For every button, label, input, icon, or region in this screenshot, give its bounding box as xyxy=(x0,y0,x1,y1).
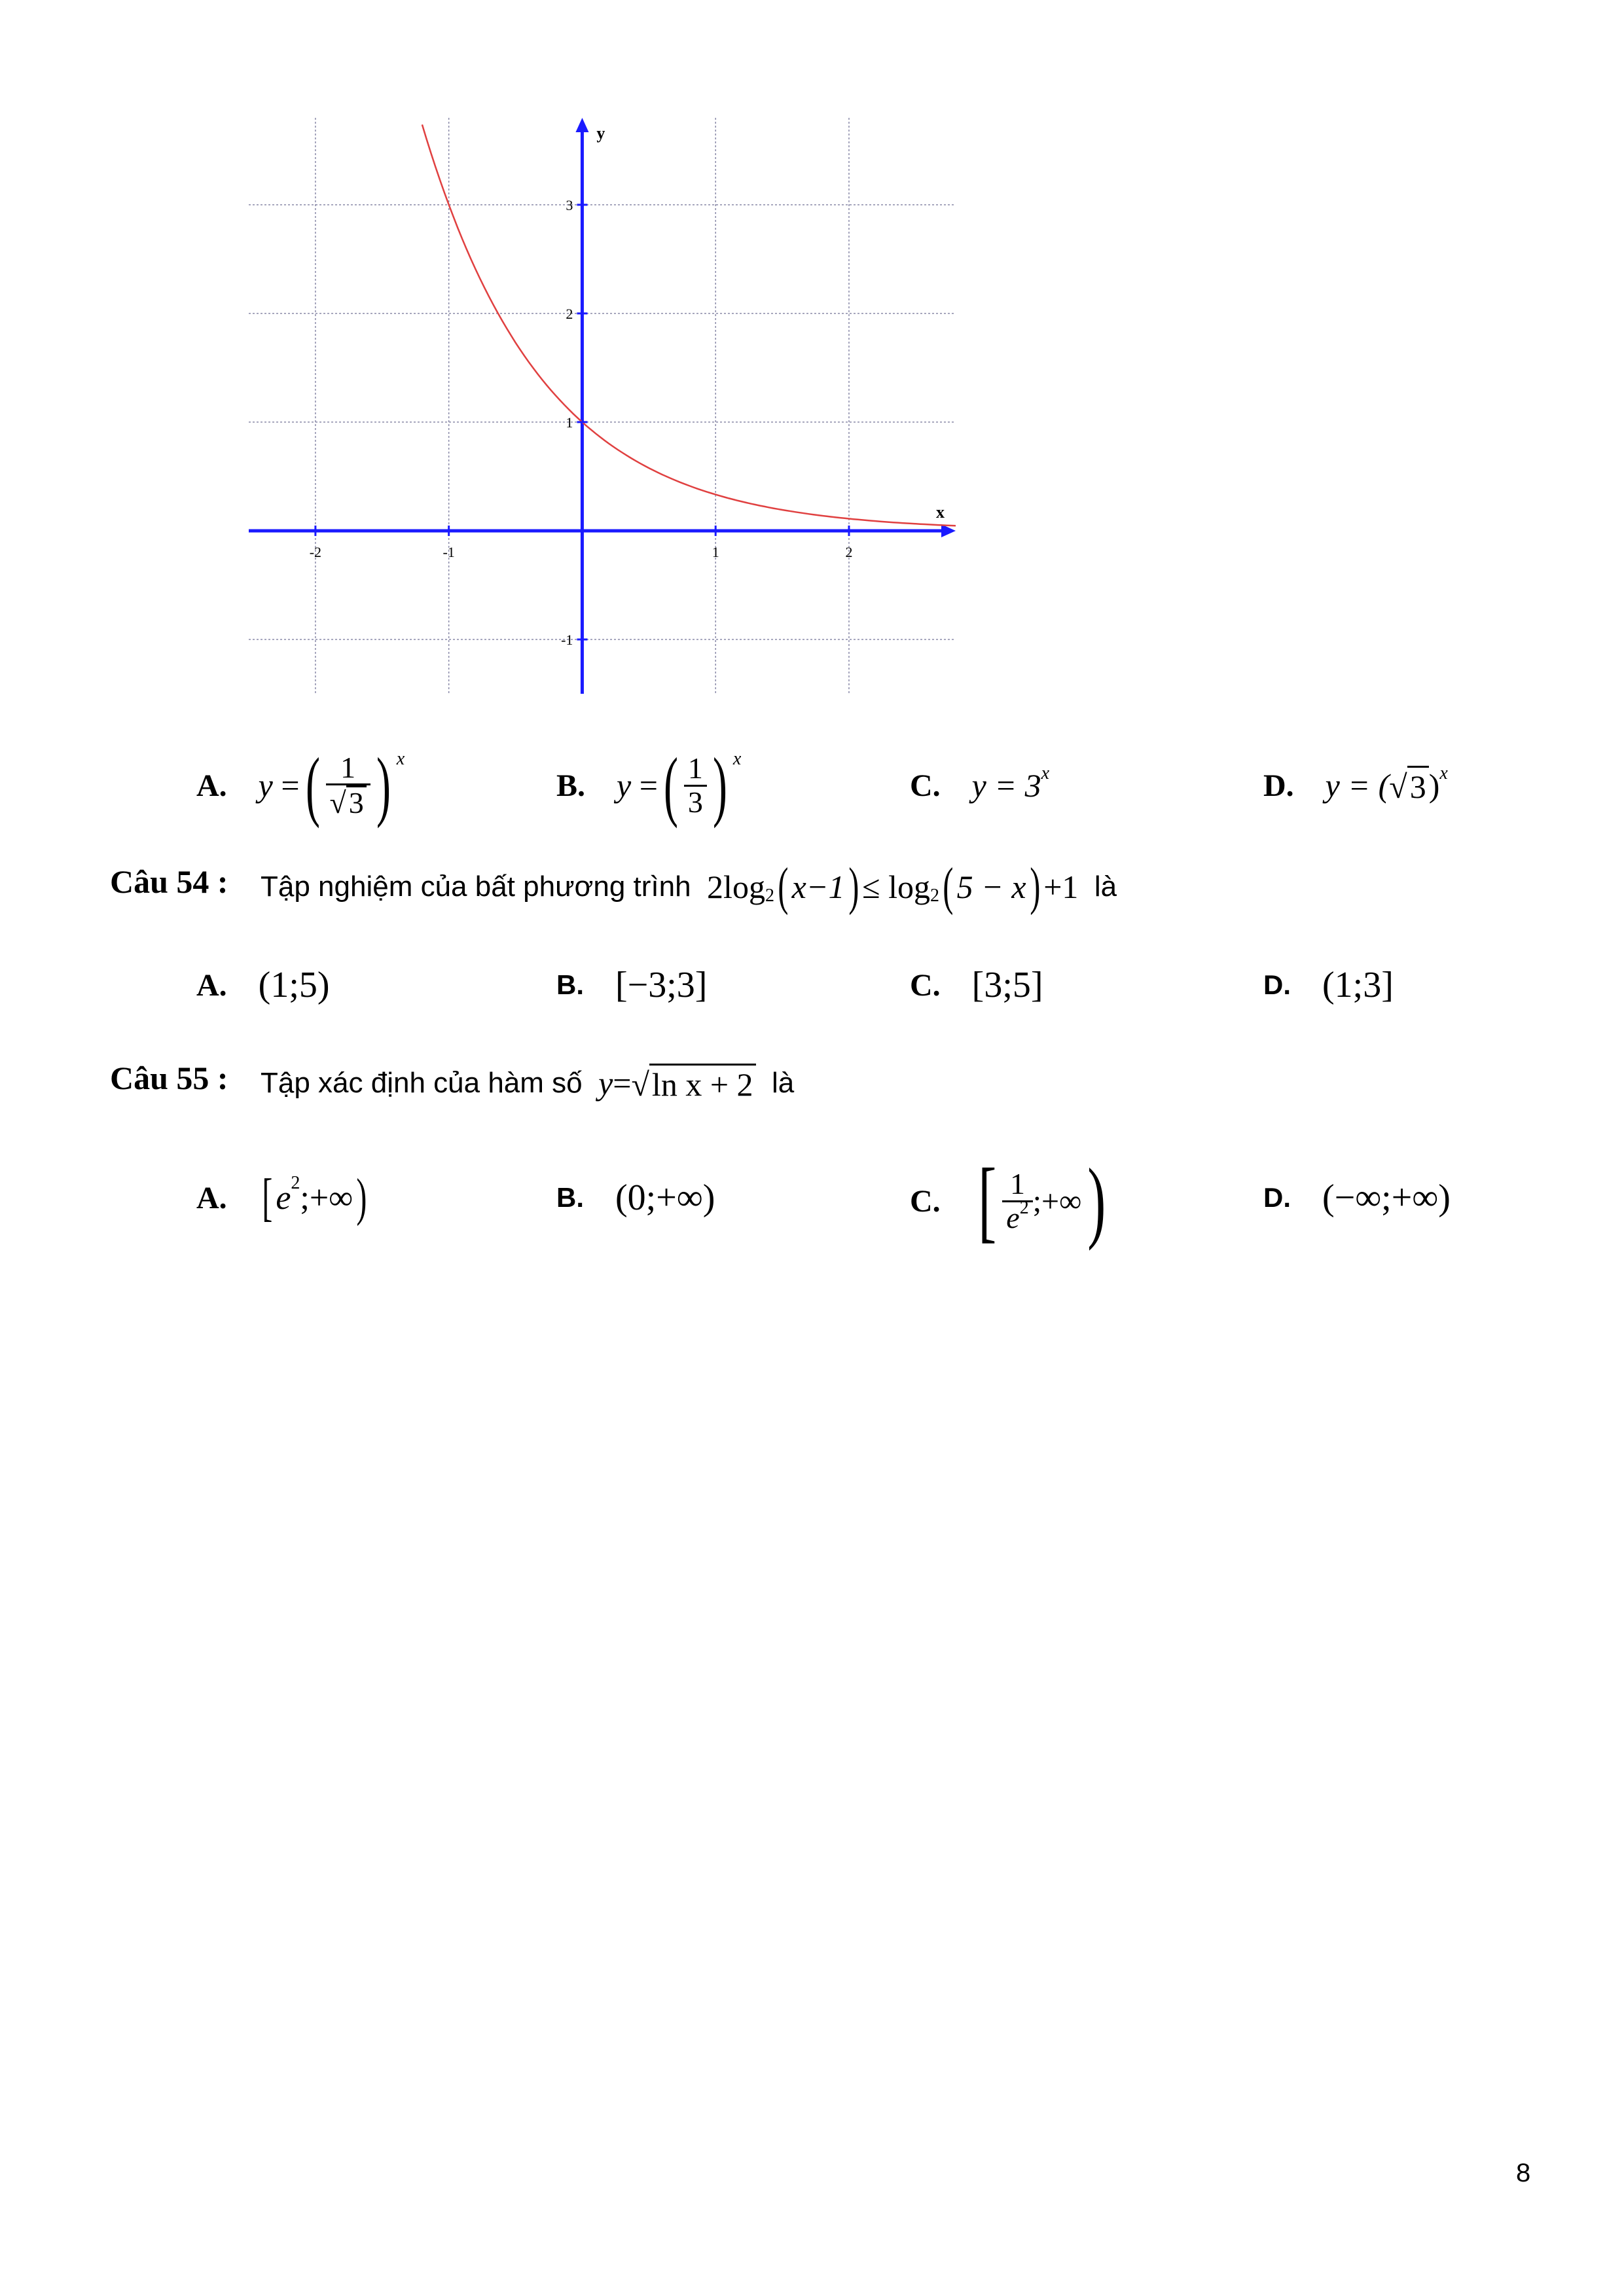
option-value: (−∞;+∞) xyxy=(1322,1177,1451,1218)
term: 5 − x xyxy=(956,869,1026,905)
subscript: 2 xyxy=(930,886,940,906)
sqrt xyxy=(631,1064,755,1103)
y-tick-label: 3 xyxy=(566,196,573,213)
radicand: 3 xyxy=(346,785,367,819)
option-letter: C. xyxy=(910,967,941,1003)
option-math xyxy=(258,742,405,829)
rest: ;+∞ xyxy=(300,1179,353,1217)
denominator xyxy=(1002,1197,1032,1234)
function-graph xyxy=(249,118,956,694)
y-tick-label: -1 xyxy=(561,631,573,648)
paren-close: ) xyxy=(376,742,391,829)
sqrt xyxy=(1389,766,1428,806)
close-paren: ) xyxy=(1087,1150,1106,1251)
y-tick-label: 1 xyxy=(566,414,573,431)
x-tick-label: -1 xyxy=(442,543,455,560)
q53-option-b[interactable] xyxy=(556,733,741,838)
x-tick-label: -2 xyxy=(309,543,322,560)
y-tick-label: 2 xyxy=(566,305,573,322)
q54-text xyxy=(261,857,1117,916)
open-bracket: [ xyxy=(977,1150,996,1251)
expr: y = ( xyxy=(1325,767,1390,804)
term: x−1 xyxy=(791,869,845,905)
radical-sign: √ xyxy=(631,1066,649,1103)
numerator: 1 xyxy=(687,751,703,785)
x-tick-label: 2 xyxy=(845,543,853,560)
exponent: x xyxy=(732,749,742,769)
question-text: Tập xác định của hàm số xyxy=(261,1067,583,1099)
question-suffix: là xyxy=(771,1067,795,1099)
eq: = xyxy=(613,1065,632,1102)
option-letter: B. xyxy=(556,1182,584,1213)
option-value: [3;5] xyxy=(971,965,1043,1005)
numerator: 1 xyxy=(1010,1167,1025,1201)
lhs: y xyxy=(617,767,632,804)
option-value: (1;3] xyxy=(1322,965,1394,1005)
q54-option-b[interactable] xyxy=(556,956,707,1014)
option-value: (1;5) xyxy=(258,965,330,1005)
y-axis-arrow xyxy=(575,118,588,132)
close-paren: ) xyxy=(356,1169,367,1227)
exponential-curve xyxy=(422,124,956,526)
base: e xyxy=(1006,1200,1020,1234)
numerator: 1 xyxy=(340,750,356,784)
page-number: 8 xyxy=(1516,2159,1531,2187)
q55-option-a[interactable] xyxy=(196,1158,370,1237)
q53-option-d[interactable] xyxy=(1263,733,1448,838)
question-text: Tập nghiệm của bất phương trình xyxy=(261,870,691,903)
fraction xyxy=(684,753,707,818)
lhs: y xyxy=(258,767,273,804)
q55-option-d[interactable] xyxy=(1263,1158,1451,1237)
option-math xyxy=(1325,763,1448,806)
axes xyxy=(249,118,956,694)
expr: y = 3 xyxy=(971,767,1041,804)
subscript: 2 xyxy=(765,886,774,906)
x-axis-label: x xyxy=(936,502,945,522)
option-value: [−3;3] xyxy=(615,965,708,1005)
option-letter: A. xyxy=(196,768,227,803)
q55-text xyxy=(261,1054,794,1113)
eq: = xyxy=(639,767,658,804)
paren-open: ( xyxy=(663,742,678,829)
power: 2 xyxy=(1019,1197,1029,1218)
q55-label: Câu 55 : xyxy=(110,1060,228,1096)
x-tick-label: 1 xyxy=(712,543,719,560)
base: e xyxy=(276,1179,291,1217)
option-letter: C. xyxy=(910,1183,941,1219)
lhs: y xyxy=(598,1065,613,1102)
option-letter: C. xyxy=(910,768,941,803)
option-letter: B. xyxy=(556,969,584,1000)
radicand: ln x + 2 xyxy=(649,1064,756,1103)
exponent: x xyxy=(1041,763,1050,783)
q54-inequality: 2log 2 ( x−1 ) ≤ log 2 ( 5 − x ) +1 xyxy=(707,858,1079,916)
paren-open: ( xyxy=(305,742,320,829)
exponent: x xyxy=(396,749,405,769)
q53-option-a[interactable] xyxy=(196,733,405,838)
fraction xyxy=(326,752,370,819)
option-letter: D. xyxy=(1263,969,1291,1000)
option-value xyxy=(972,1150,1112,1251)
close-paren: ) xyxy=(1428,767,1440,804)
fraction xyxy=(1002,1168,1032,1234)
option-math xyxy=(971,763,1050,804)
radical-sign: √ xyxy=(1389,768,1407,805)
term: +1 xyxy=(1043,869,1079,905)
q55-option-c[interactable] xyxy=(910,1149,1112,1253)
option-math xyxy=(617,742,742,829)
exponent: x xyxy=(1439,763,1448,783)
option-letter: B. xyxy=(556,768,586,803)
q54-label: Câu 54 : xyxy=(110,863,228,900)
denominator: 3 xyxy=(684,785,707,818)
option-letter: A. xyxy=(196,1180,227,1215)
q53-option-c[interactable] xyxy=(910,733,1049,838)
power: 2 xyxy=(291,1173,300,1193)
q54-option-d[interactable] xyxy=(1263,956,1394,1014)
paren-close: ) xyxy=(712,742,727,829)
q55-option-b[interactable] xyxy=(556,1158,715,1237)
rest: ;+∞ xyxy=(1032,1183,1082,1219)
q54-option-a[interactable] xyxy=(196,956,330,1014)
y-axis-label: y xyxy=(596,124,605,143)
q55-function xyxy=(598,1064,755,1103)
term: ≤ log xyxy=(862,869,931,905)
option-letter: A. xyxy=(196,967,227,1003)
option-letter: D. xyxy=(1263,768,1294,803)
radicand: 3 xyxy=(1407,766,1429,806)
option-value xyxy=(259,1169,370,1227)
option-value: (0;+∞) xyxy=(615,1177,715,1218)
grid xyxy=(249,118,956,694)
term: 2log xyxy=(707,869,765,905)
denominator xyxy=(326,783,370,819)
question-suffix: là xyxy=(1094,870,1117,903)
open-bracket: [ xyxy=(262,1169,272,1227)
option-letter: D. xyxy=(1263,1182,1291,1213)
radical-sign: √ xyxy=(329,786,346,819)
q54-option-c[interactable] xyxy=(910,956,1043,1014)
eq: = xyxy=(281,767,300,804)
